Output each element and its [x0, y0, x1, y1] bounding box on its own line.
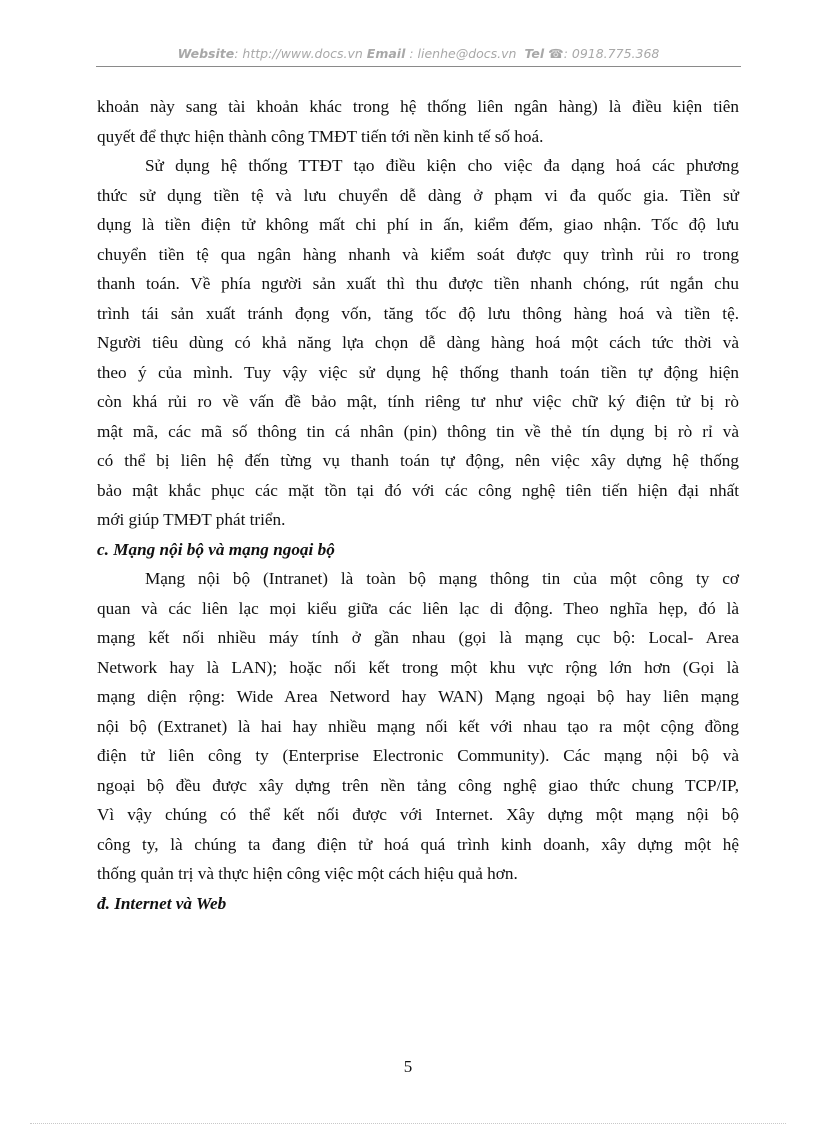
text-line: trình tái sản xuất tránh đọng vốn, tăng tốc độ lưu thông hàng hoá và tiền tệ. [97, 303, 739, 323]
text-line: còn khá rủi ro về vấn đề bảo mật, tính riêng tư như việc chữ ký điện tử bị rò [97, 392, 739, 411]
text-line: bảo mật khắc phục các mặt tồn tại đó với các công nghệ tiên tiến hiện đại nhất [97, 480, 739, 500]
section-heading: đ. Internet và Web [97, 893, 227, 913]
text-line: Network hay là LAN); hoặc nối kết trong một khu vực rộng lớn hơn (Gọi là [97, 657, 739, 677]
text-line: Vì vậy chúng có thể kết nối được với Internet. Xây dựng một mạng nội bộ [97, 805, 739, 824]
email-label: Email [366, 46, 406, 61]
page-header [96, 46, 741, 61]
text-line: công ty, là chúng ta đang điện tử hoá quá trình kinh doanh, xây dựng một hệ [97, 834, 739, 854]
text-line: dụng là tiền điện tử không mất chi phí in ấn, kiểm đếm, giao nhận. Tốc độ lưu [97, 215, 739, 234]
text-line: thanh toán. Về phía người sản xuất thì thu được tiền nhanh chóng, rút ngắn chu [97, 274, 739, 293]
text-line: Người tiêu dùng có khả năng lựa chọn dễ dàng hàng hoá một cách tức thời và [97, 333, 739, 352]
text-line: mạng kết nối nhiều máy tính ở gần nhau (gọi là mạng cục bộ: Local- Area [97, 628, 739, 647]
header-rule [96, 66, 741, 67]
text-line: mật mã, các mã số thông tin cá nhân (pin) thông tin về thẻ tín dụng bị rò rỉ và [97, 421, 739, 441]
text-line: có thể bị liên hệ đến từng vụ thanh toán tự động, nên việc xây dựng hệ thống [97, 451, 739, 470]
text-line: mới giúp TMĐT phát triển. [97, 510, 286, 529]
text-line: thống quản trị và thực hiện công việc một cách hiệu quả hơn. [97, 864, 518, 883]
website-value: : http://www.docs.vn [234, 46, 363, 61]
phone-icon: ☎ [548, 46, 564, 61]
paragraph-first-line: Sử dụng hệ thống TTĐT tạo điều kiện cho việc đa dạng hoá các phương [145, 156, 739, 175]
page-body [97, 92, 739, 918]
text-line: chuyển tiền tệ qua ngân hàng nhanh và kiểm soát được quy trình rủi ro trong [97, 244, 739, 264]
text-line: ngoại bộ đều được xây dựng trên nền tảng công nghệ giao thức chung TCP/IP, [97, 775, 739, 795]
text-line: thức sử dụng tiền tệ và lưu chuyển dễ dàng ở phạm vi đa quốc gia. Tiền sử [97, 185, 739, 205]
text-line: mạng diện rộng: Wide Area Netword hay WAN) Mạng ngoại bộ hay liên mạng [97, 687, 739, 706]
text-line: theo ý của mình. Tuy vậy việc sử dụng hệ thống thanh toán tiền tự động hiện [97, 362, 739, 382]
email-value: : lienhe@docs.vn [409, 46, 517, 61]
section-heading: c. Mạng nội bộ và mạng ngoại bộ [97, 539, 335, 559]
paragraph-first-line: Mạng nội bộ (Intranet) là toàn bộ mạng thông tin của một công ty cơ [145, 569, 739, 588]
tel-label: Tel [524, 46, 545, 61]
text-line: điện tử liên công ty (Enterprise Electronic Community). Các mạng nội bộ và [97, 746, 739, 765]
text-line: khoản này sang tài khoản khác trong hệ thống liên ngân hàng) là điều kiện tiên [97, 97, 739, 116]
text-line: quyết để thực hiện thành công TMĐT tiến tới nền kinh tế số hoá. [97, 126, 544, 146]
tel-value: : 0918.775.368 [563, 46, 660, 61]
website-label: Website [177, 46, 235, 61]
text-line: quan và các liên lạc mọi kiểu giữa các liên lạc di động. Theo nghĩa hẹp, đó là [97, 598, 739, 618]
page-number: 5 [403, 1057, 413, 1076]
text-line: nội bộ (Extranet) là hai hay nhiều mạng nối kết với nhau tạo ra một cộng đồng [97, 716, 739, 736]
